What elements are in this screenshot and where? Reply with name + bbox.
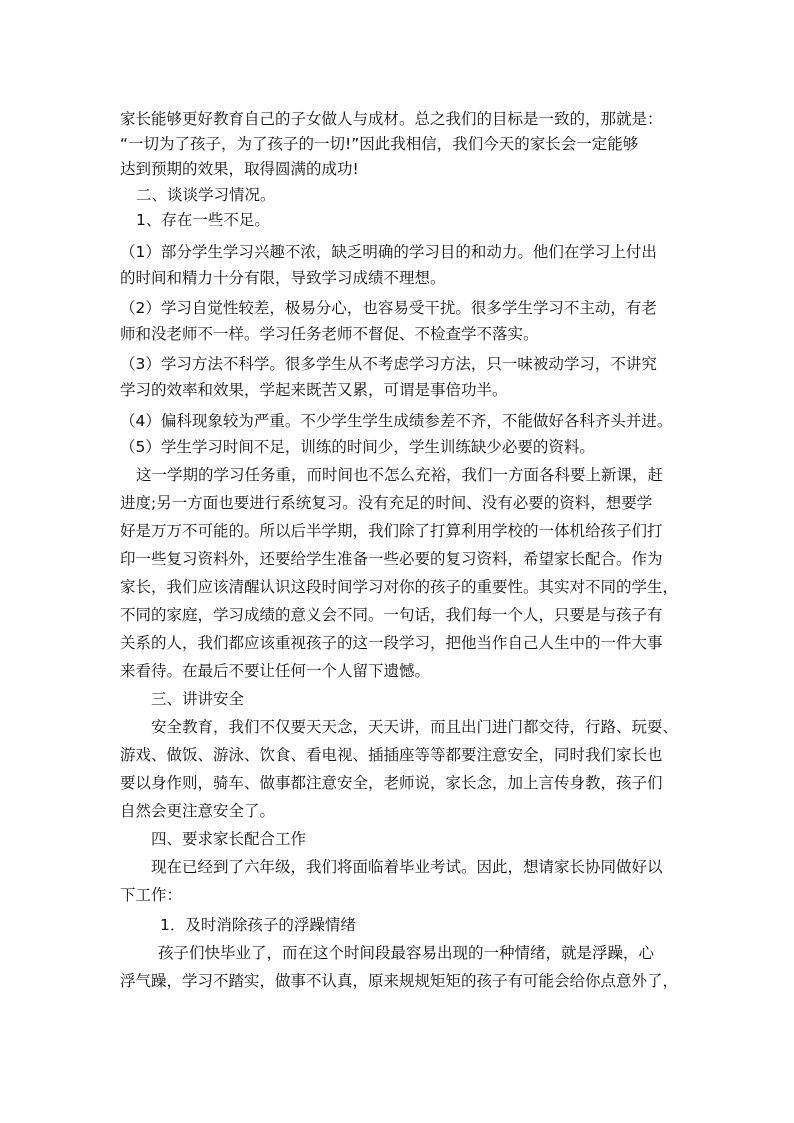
section-heading: 二、谈谈学习情况。 xyxy=(136,186,276,204)
body-line: 印一些复习资料外，还要给学生准备一些必要的复习资料，希望家长配合。作为 xyxy=(120,550,663,568)
body-line: 好是万万不可能的。所以后半学期，我们除了打算利用学校的一体机给孩子们打 xyxy=(120,522,663,540)
body-line: 家长，我们应该清醒认识这段时间学习对你的孩子的重要性。其实对不同的学生， xyxy=(120,578,679,596)
section-heading: 四、要求家长配合工作 xyxy=(151,830,307,848)
body-line: 家长能够更好教育自己的子女做人与成材。总之我们的目标是一致的，那就是： xyxy=(120,110,663,128)
list-item: （2）学习自觉性较差，极易分心，也容易受干扰。很多学生学习不主动，有老 xyxy=(120,299,657,317)
body-line: 进度;另一方面也要进行系统复习。没有充足的时间、没有必要的资料，想要学 xyxy=(120,494,653,512)
body-line: 师和没老师不一样。学习任务老师不督促、不检查学不落实。 xyxy=(120,325,539,343)
body-line: 关系的人，我们都应该重视孩子的这一段学习，把他当作自己人生中的一件大事 xyxy=(120,634,663,652)
body-line: 要以身作则，骑车、做事都注意安全，老师说，家长念，加上言传身教，孩子们 xyxy=(120,774,663,792)
section-heading: 三、讲讲安全 xyxy=(151,690,245,708)
body-line: 游戏、做饭、游泳、饮食、看电视、插插座等等都要注意安全，同时我们家长也 xyxy=(120,746,663,764)
list-item: （3）学习方法不科学。很多学生从不考虑学习方法，只一味被动学习，不讲究 xyxy=(120,355,657,373)
body-line: 孩子们快毕业了，而在这个时间段最容易出现的一种情绪，就是浮躁，心 xyxy=(158,944,655,962)
body-line: 浮气躁，学习不踏实，做事不认真，原来规规矩矩的孩子有可能会给你点意外了， xyxy=(120,972,679,990)
body-line: 下工作： xyxy=(120,886,183,904)
subsection-heading: 1、存在一些不足。 xyxy=(136,211,270,229)
body-line: 不同的家庭，学习成绩的意义会不同。一句话，我们每一个人，只要是与孩子有 xyxy=(120,606,663,624)
body-line: 的时间和精力十分有限，导致学习成绩不理想。 xyxy=(120,269,446,287)
body-line: 安全教育，我们不仅要天天念，天天讲，而且出门进门都交待，行路、玩耍、 xyxy=(151,718,679,736)
subsection-heading: 1．及时消除孩子的浮躁情绪 xyxy=(160,916,356,934)
list-item: （5）学生学习时间不足，训练的时间少，学生训练缺少必要的资料。 xyxy=(120,438,595,456)
list-item: （1）部分学生学习兴趣不浓，缺乏明确的学习目的和动力。他们在学习上付出 xyxy=(120,243,657,261)
body-line: 自然会更注意安全了。 xyxy=(120,802,276,820)
body-line: 现在已经到了六年级，我们将面临着毕业考试。因此，想请家长协同做好以 xyxy=(151,858,663,876)
body-line: 达到预期的效果，取得圆满的成功! xyxy=(120,160,359,178)
body-line: “一切为了孩子，为了孩子的一切!”因此我相信，我们今天的家长会一定能够 xyxy=(120,135,639,153)
body-line: 这一学期的学习任务重，而时间也不怎么充裕，我们一方面各科要上新课，赶 xyxy=(136,466,664,484)
body-line: 学习的效率和效果，学起来既苦又累，可谓是事倍功半。 xyxy=(120,381,508,399)
body-line: 来看待。在最后不要让任何一个人留下遗憾。 xyxy=(120,662,431,680)
list-item: （4）偏科现象较为严重。不少学生学生成绩参差不齐，不能做好各科齐头并进。 xyxy=(120,412,673,430)
